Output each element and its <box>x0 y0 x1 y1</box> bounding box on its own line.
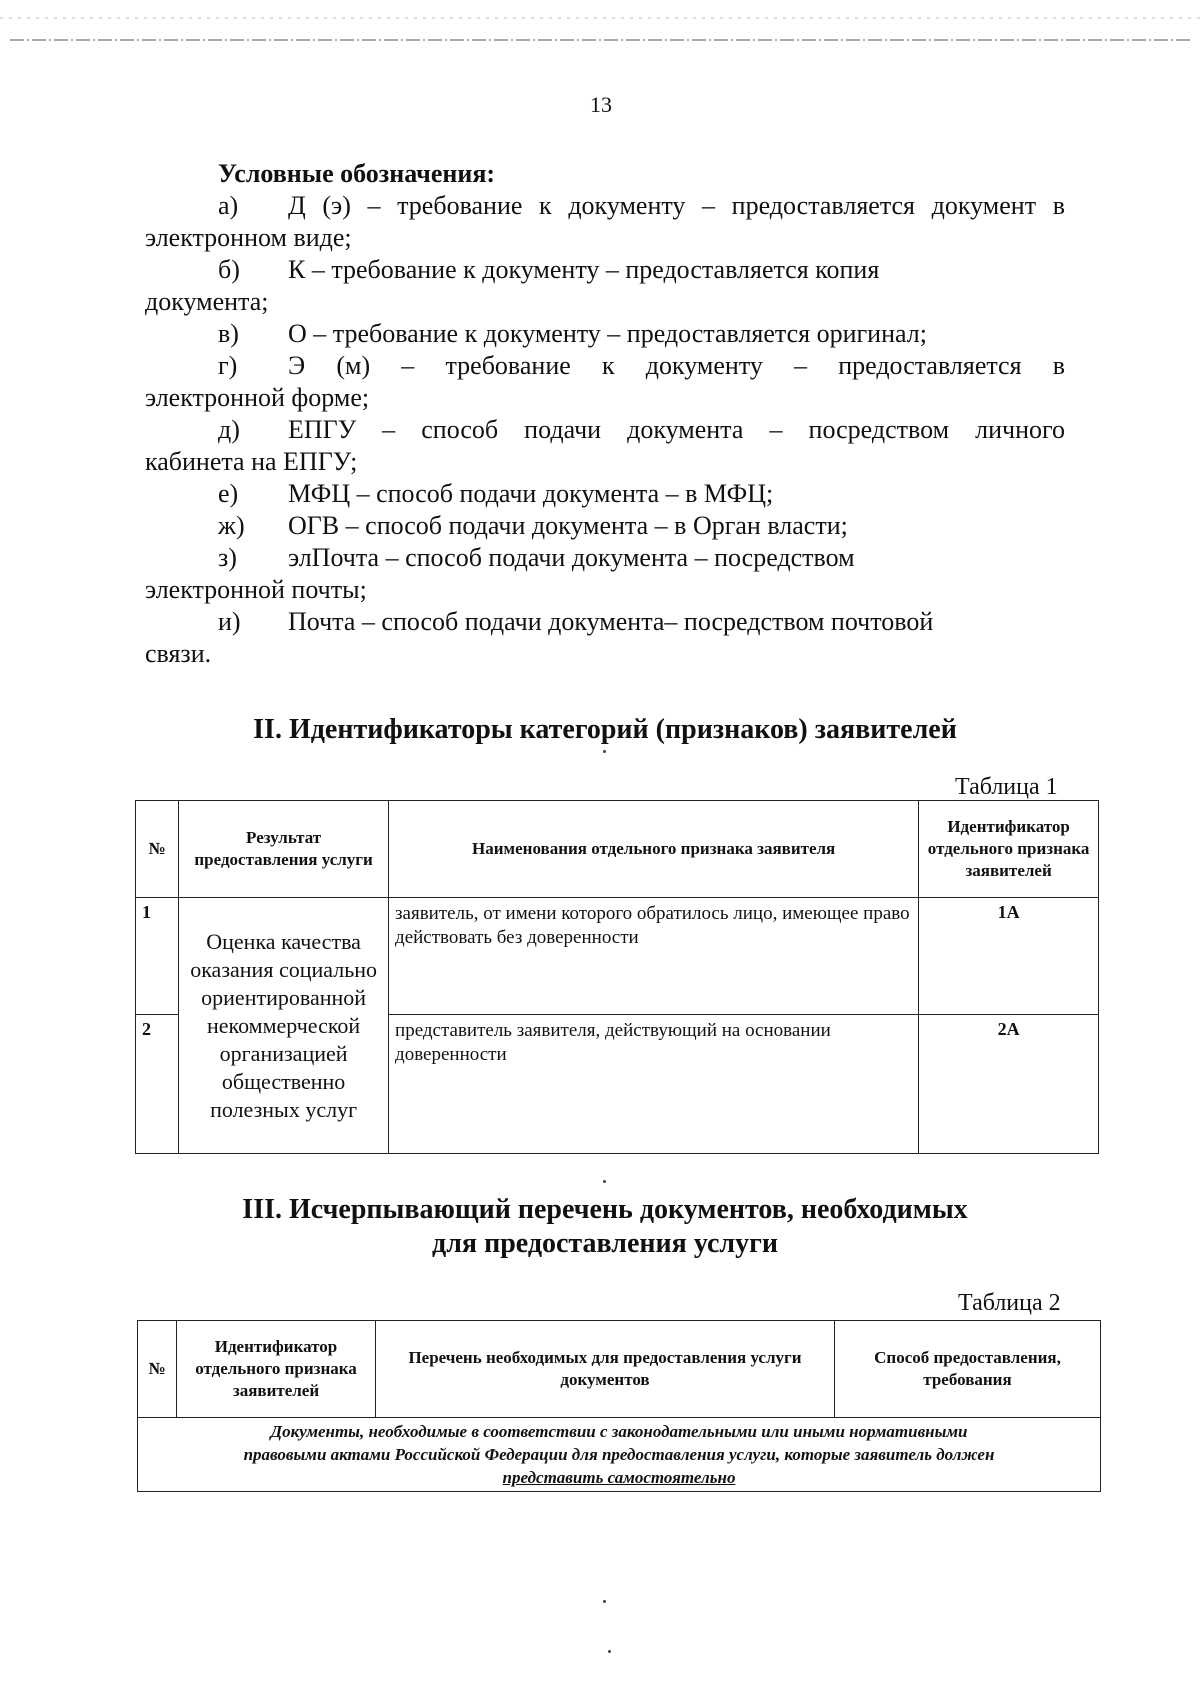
legend-text: К – требование к документу – предоставляется копия <box>288 255 880 284</box>
row-desc: представитель заявителя, действующий на основании доверенности <box>389 1015 919 1154</box>
legend-continuation: документа; <box>145 287 269 316</box>
group-line-1: Документы, необходимые в соответствии с законодательными или иными нормативными <box>270 1422 968 1441</box>
header-name: Наименования отдельного признака заявителя <box>389 801 919 898</box>
table-header-row <box>138 1321 1101 1418</box>
section-heading-3 <box>145 1193 1065 1261</box>
row-num: 1 <box>136 898 179 1015</box>
legend-continuation: электронной форме; <box>145 383 370 412</box>
scan-speck <box>603 1180 606 1183</box>
legend-letter: в) <box>218 319 239 348</box>
header-num: № <box>138 1321 177 1418</box>
legend-item <box>145 542 1065 606</box>
legend-letter: а) <box>218 191 239 220</box>
header-id: Идентификатор отдельного признака заявителей <box>919 801 1099 898</box>
legend-letter: з) <box>218 543 237 572</box>
section-heading-3-line2: для предоставления услуги <box>432 1228 778 1259</box>
header-num: № <box>136 801 179 898</box>
legend-item <box>145 414 1065 478</box>
table-row <box>138 1418 1101 1492</box>
legend-text: ЕПГУ – способ подачи документа – посредством личного <box>288 415 1065 444</box>
header-id: Идентификатор отдельного признака заявителей <box>177 1321 376 1418</box>
applicant-categories-table <box>135 800 1099 1154</box>
row-code: 2А <box>919 1015 1099 1154</box>
table-header-row <box>136 801 1099 898</box>
table-caption-2: Таблица 2 <box>958 1290 1061 1316</box>
legend-text: ОГВ – способ подачи документа – в Орган власти; <box>288 511 848 540</box>
legend-letter: г) <box>218 351 238 380</box>
section-heading-3-line1: III. Исчерпывающий перечень документов, необходимых <box>242 1194 968 1225</box>
legend-item <box>145 606 1065 670</box>
legend-continuation: связи. <box>145 639 212 668</box>
legend-continuation: электронном виде; <box>145 223 352 252</box>
legend-continuation: кабинета на ЕПГУ; <box>145 447 358 476</box>
legend-letter: б) <box>218 255 240 284</box>
legend-item <box>145 350 1065 414</box>
table-caption-1: Таблица 1 <box>955 774 1058 800</box>
scan-artifact-lines <box>0 0 1200 50</box>
group-line-2: правовыми актами Российской Федерации для предоставления услуги, которые заявитель должен <box>243 1445 995 1464</box>
row-num: 2 <box>136 1015 179 1154</box>
documents-table <box>137 1320 1101 1492</box>
legend-item <box>145 254 1065 318</box>
legend-letter: е) <box>218 479 239 508</box>
legend-text: Почта – способ подачи документа– посредством почтовой <box>288 607 934 636</box>
scan-speck <box>603 750 606 753</box>
legend-item <box>145 318 1065 350</box>
row-desc: заявитель, от имени которого обратилось лицо, имеющее право действовать без доверенности <box>389 898 919 1015</box>
legend-item <box>145 510 1065 542</box>
header-method: Способ предоставления, требования <box>835 1321 1101 1418</box>
page-number: 13 <box>590 92 612 117</box>
legend-item <box>145 478 1065 510</box>
table-row <box>136 898 1099 1015</box>
legend-block <box>145 158 1065 670</box>
legend-text: Д (э) – требование к документу – предоставляется документ в <box>288 191 1065 220</box>
legend-text: Э (м) – требование к документу – предоставляется в <box>288 351 1065 380</box>
documents-group-row <box>138 1418 1101 1492</box>
legend-text: О – требование к документу – предоставляется оригинал; <box>288 319 927 348</box>
legend-letter: ж) <box>218 511 245 540</box>
legend-text: МФЦ – способ подачи документа – в МФЦ; <box>288 479 774 508</box>
service-result: Оценка качества оказания социально ориентированной некоммерческой организацией общественно полезных услуг <box>179 898 389 1154</box>
header-result: Результат предоставления услуги <box>179 801 389 898</box>
scan-speck <box>608 1650 611 1653</box>
legend-title: Условные обозначения: <box>218 159 496 188</box>
header-list: Перечень необходимых для предоставления услуги документов <box>376 1321 835 1418</box>
section-heading-2: II. Идентификаторы категорий (признаков) заявителей <box>253 714 957 745</box>
legend-continuation: электронной почты; <box>145 575 367 604</box>
row-code: 1А <box>919 898 1099 1015</box>
scan-speck <box>603 1600 606 1603</box>
legend-letter: д) <box>218 415 240 444</box>
legend-text: элПочта – способ подачи документа – посредством <box>288 543 855 572</box>
group-line-3: представить самостоятельно <box>502 1468 736 1487</box>
legend-item <box>145 190 1065 254</box>
legend-letter: и) <box>218 607 241 636</box>
